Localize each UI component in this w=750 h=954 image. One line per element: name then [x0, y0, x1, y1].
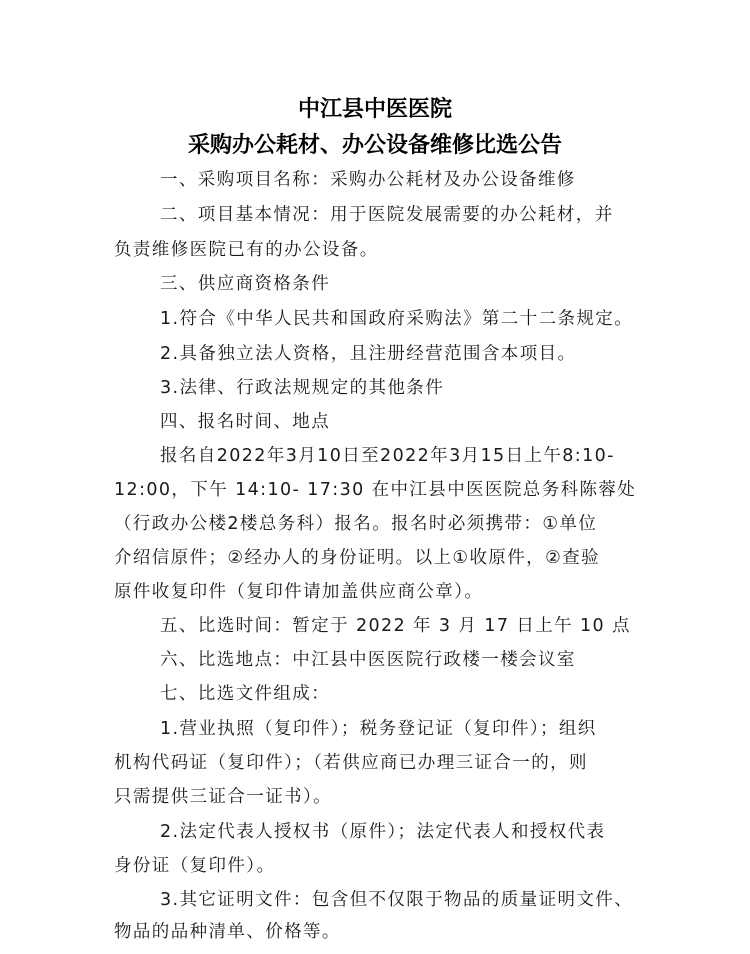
- documents-item-1: 1.营业执照（复印件）；税务登记证（复印件）；组织: [160, 719, 597, 739]
- registration-text-3: （行政办公楼2楼总务科）报名。报名时必须携带：①单位: [114, 514, 598, 534]
- section-3-qualifications: 三、供应商资格条件: [160, 274, 331, 294]
- registration-text-5: 原件收复印件（复印件请加盖供应商公章）。: [114, 582, 484, 602]
- document-subtitle: 采购办公耗材、办公设备维修比选公告: [187, 132, 562, 158]
- registration-text-2: 12:00，下午 14:10- 17:30 在中江县中医医院总务科陈蓉处: [114, 480, 637, 500]
- qualification-item-3: 3.法律、行政法规规定的其他条件: [160, 378, 445, 398]
- registration-text-1: 报名自2022年3月10日至2022年3月15日上午8:10-: [160, 446, 615, 466]
- documents-item-1-cont-2: 只需提供三证合一证书）。: [114, 787, 333, 807]
- section-6-selection-location: 六、比选地点：中江县中医医院行政楼一楼会议室: [160, 650, 576, 670]
- section-4-registration: 四、报名时间、地点: [160, 412, 331, 432]
- section-5-selection-time: 五、比选时间：暂定于 2022 年 3 月 17 日上午 10 点: [160, 616, 631, 636]
- qualification-item-1: 1.符合《中华人民共和国政府采购法》第二十二条规定。: [160, 309, 634, 329]
- documents-item-3-cont: 物品的品种清单、价格等。: [114, 922, 341, 942]
- section-7-documents: 七、比选文件组成：: [160, 684, 331, 704]
- document-title: 中江县中医医院: [297, 96, 452, 122]
- documents-item-2-cont: 身份证（复印件）。: [114, 856, 276, 876]
- section-1-project-name: 一、采购项目名称：采购办公耗材及办公设备维修: [160, 170, 576, 190]
- documents-item-2: 2.法定代表人授权书（原件）；法定代表人和授权代表: [160, 822, 606, 842]
- qualification-item-2: 2.具备独立法人资格，且注册经营范围含本项目。: [160, 344, 577, 364]
- section-2-basic-info: 二、项目基本情况：用于医院发展需要的办公耗材，并: [160, 205, 614, 225]
- registration-text-4: 介绍信原件；②经办人的身份证明。以上①收原件，②查验: [114, 548, 600, 568]
- section-2-basic-info-cont: 负责维修医院已有的办公设备。: [114, 240, 379, 260]
- documents-item-1-cont: 机构代码证（复印件）；（若供应商已办理三证合一的，则: [114, 753, 588, 773]
- documents-item-3: 3.其它证明文件：包含但不仅限于物品的质量证明文件、: [160, 890, 634, 910]
